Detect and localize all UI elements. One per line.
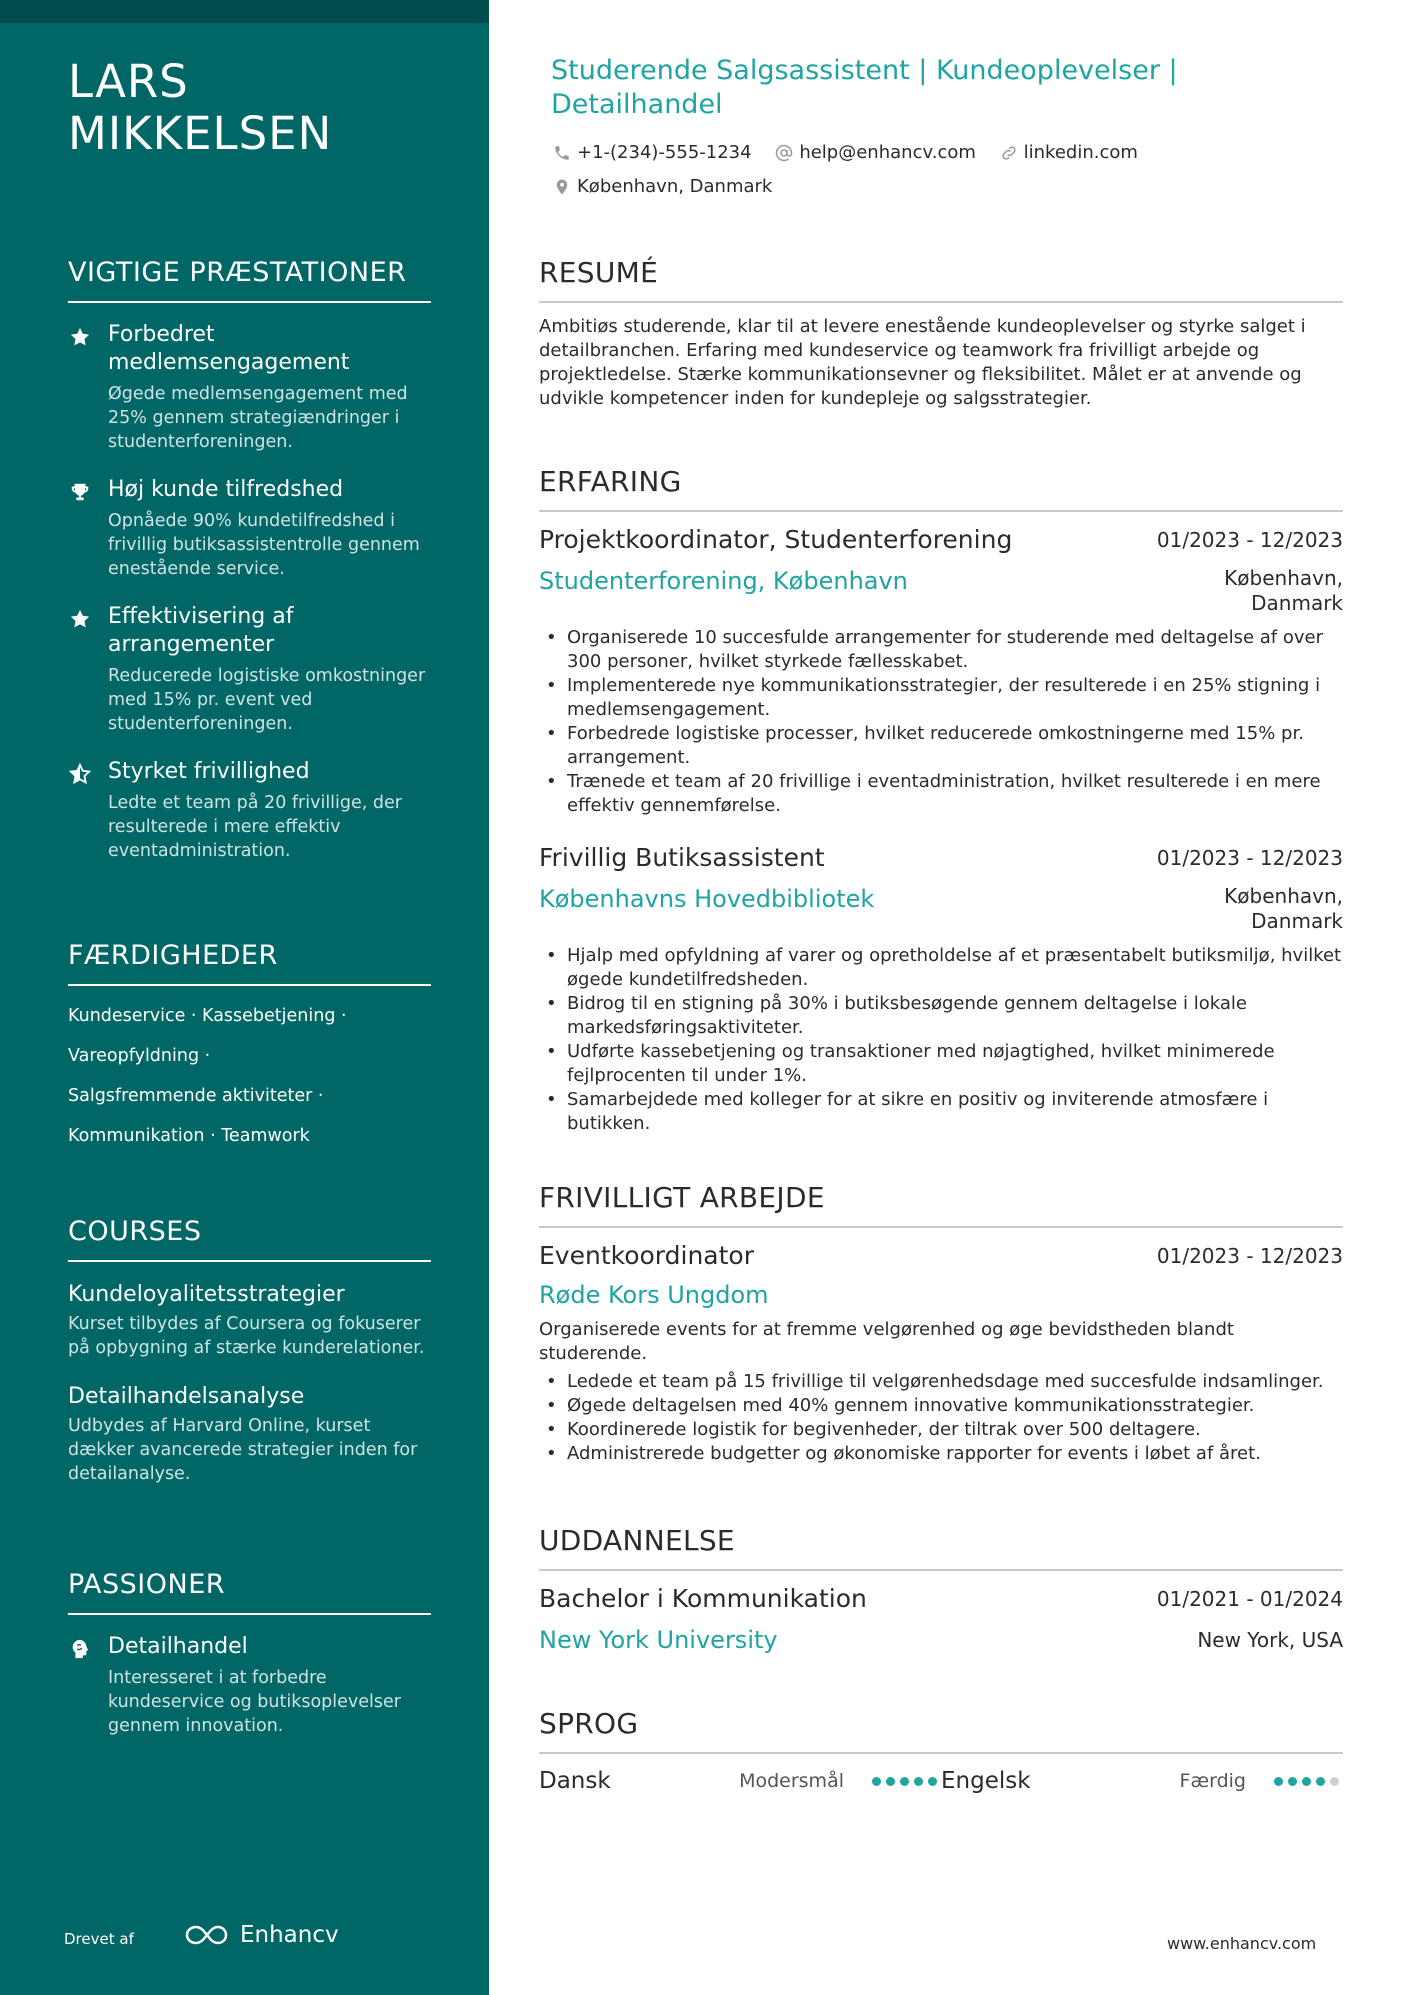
phone-icon [553,144,571,162]
volunteer-role: Eventkoordinator [539,1241,754,1270]
bullet-item: • Trænede et team af 20 frivillige i eventadministration, hvilket resulterede i en mere effektiv gennemførelse. [539,770,1343,818]
dot-filled [1288,1777,1297,1786]
passion-item: Detailhandel Interesseret i at forbedre kundeservice og butiksoplevelser gennem innovation. [68,1633,431,1738]
education-location: New York, USA [1197,1627,1343,1652]
job-date: 01/2023 - 12/2023 [1156,528,1343,552]
skill-row: Kundeservice · Kassebetjening · [68,1006,347,1026]
achievements-section [68,255,431,885]
education-title: UDDANNELSE [539,1523,1343,1571]
dot-filled [914,1777,923,1786]
dot-filled [1302,1777,1311,1786]
powered-by-label: Drevet af [64,1930,134,1948]
bullet-item: • Organiserede 10 succesfulde arrangementer for studerende med deltagelse af over 300 personer, hvilket styrkede fællesskabet. [539,626,1343,674]
dot-filled [886,1777,895,1786]
skill-row: Salgsfremmende aktiviteter · [68,1086,324,1106]
job-bullets [539,626,1343,818]
bullet-item: • Samarbejdede med kolleger for at sikre en positiv og inviterende atmosfære i butikken. [539,1088,1343,1136]
skills-section [68,938,431,1164]
education-section [539,1523,1343,1679]
dot-filled [1316,1777,1325,1786]
achievement-item: Forbedret medlemsengagement Øgede medlemsengagement med 25% gennem strategiændringer i studenterforeningen. [68,321,431,454]
dot-filled [928,1777,937,1786]
experience-entry [539,842,1343,1136]
achievement-item: Styrket frivillighed Ledte et team på 20 frivillige, der resulterede i mere effektiv eventadministration. [68,758,431,863]
location-pin-icon [553,178,571,196]
job-title: Projektkoordinator, Studenterforening [539,525,1013,554]
resume-headline: Studerende Salgsassistent | Kundeoplevelser | Detailhandel [551,55,1178,120]
at-icon [775,144,793,162]
skill-row: Kommunikation · Teamwork [68,1126,310,1146]
volunteer-desc: Organiserede events for at fremme velgørenhed og øge bevidstheden blandt studerende. [539,1319,1234,1364]
footer-website[interactable]: www.enhancv.com [1167,1934,1317,1953]
contact-email[interactable]: help@enhancv.com [775,138,976,168]
job-bullets [539,944,1343,1136]
achievements-title: VIGTIGE PRÆSTATIONER [68,255,431,303]
courses-title: COURSES [68,1214,431,1262]
contact-location: København, Danmark [553,172,772,202]
volunteer-bullets [539,1370,1343,1466]
education-entry [539,1583,1343,1655]
job-location: København, Danmark [1224,566,1343,615]
skills-title: FÆRDIGHEDER [68,938,431,986]
job-company: Københavns Hovedbibliotek [539,885,875,913]
degree: Bachelor i Kommunikation [539,1584,867,1613]
language-item: Engelsk Færdig [941,1768,1343,1794]
star-icon [68,325,92,349]
summary-section [539,255,1343,411]
sidebar [0,0,489,1995]
dot-filled [1274,1777,1283,1786]
bullet-item: • Koordinerede logistik for begivenheder, der tiltrak over 500 deltagere. [539,1418,1343,1442]
languages-title: SPROG [539,1706,1343,1754]
bullet-item: • Ledede et team på 15 frivillige til velgørenhedsdage med succesfulde indsamlinger. [539,1370,1343,1394]
course-item: Detailhandelsanalyse Udbydes af Harvard Online, kurset dækker avancerede strategier inden for detailanalyse. [68,1384,418,1484]
job-company: Studenterforening, København [539,567,908,595]
bullet-item: • Hjalp med opfyldning af varer og opretholdelse af et præsentabelt butiksmiljø, hvilket øgede kundetilfredsheden. [539,944,1343,992]
dot-empty [1330,1777,1339,1786]
dot-filled [900,1777,909,1786]
trophy-icon [68,480,92,504]
contact-linkedin[interactable]: linkedin.com [1000,138,1138,168]
enhancv-logo[interactable]: Enhancv [184,1922,339,1948]
bullet-item: • Udførte kassebetjening og transaktioner med nøjagtighed, hvilket minimerede fejlprocenten til under 1%. [539,1040,1343,1088]
bullet-item: • Øgede deltagelsen med 40% gennem innovative kommunikationsstrategier. [539,1394,1343,1418]
passions-title: PASSIONER [68,1567,431,1615]
skill-row: Vareopfyldning · [68,1046,211,1066]
bullet-item: • Administrerede budgetter og økonomiske rapporter for events i løbet af året. [539,1442,1343,1466]
proficiency-dots [872,1777,937,1786]
contact-phone[interactable]: +1-(234)-555-1234 [553,138,752,168]
contact-info [553,138,1156,206]
languages-section [539,1706,1343,1794]
volunteer-org: Røde Kors Ungdom [539,1281,769,1309]
brain-icon [68,1637,92,1661]
passions-section [68,1567,431,1760]
volunteer-entry [539,1240,1343,1466]
experience-section [539,464,1343,1160]
school: New York University [539,1626,778,1654]
bullet-item: • Bidrog til en stigning på 30% i butiksbesøgende gennem deltagelse i lokale markedsføringsaktiviteter. [539,992,1343,1040]
skills-list [68,1004,431,1148]
dot-filled [872,1777,881,1786]
achievement-item: Effektivisering af arrangementer Reducerede logistiske omkostninger med 15% pr. event ved studenterforeningen. [68,603,431,736]
volunteer-title: FRIVILLIGT ARBEJDE [539,1180,1343,1228]
language-item: Dansk Modersmål [539,1768,941,1794]
half-star-icon [68,762,92,786]
summary-title: RESUMÉ [539,255,1343,303]
volunteer-date: 01/2023 - 12/2023 [1156,1244,1343,1268]
job-location: København, Danmark [1224,884,1343,933]
course-item: Kundeloyalitetsstrategier Kurset tilbydes af Coursera og fokuserer på opbygning af stærke kunderelationer. [68,1282,425,1358]
experience-title: ERFARING [539,464,1343,512]
bullet-item: • Forbedrede logistiske processer, hvilket reducerede omkostningerne med 15% pr. arrangement. [539,722,1343,770]
candidate-name: LARS MIKKELSEN [68,55,333,160]
languages-list [539,1768,1343,1794]
summary-text: Ambitiøs studerende, klar til at levere enestående kundeoplevelser og styrke salget i detailbranchen. Erfaring med kundeservice og teamwork fra frivilligt arbejde og projektledelse. Stærke kommunikationsevner og fleksibilitet. Målet er at anvende og udvikle kompetencer inden for kundepleje og salgsstrategier. [539,316,1306,409]
job-title: Frivillig Butiksassistent [539,843,825,872]
bullet-item: • Implementerede nye kommunikationsstrategier, der resulterede i en 25% stigning i medlemsengagement. [539,674,1343,722]
proficiency-dots [1274,1777,1339,1786]
experience-entry [539,524,1343,818]
education-date: 01/2021 - 01/2024 [1156,1587,1343,1611]
achievement-item: Høj kunde tilfredshed Opnåede 90% kundetilfredshed i frivillig butiksassistentrolle gennem enestående service. [68,476,431,581]
volunteer-section [539,1180,1343,1490]
job-date: 01/2023 - 12/2023 [1156,846,1343,870]
sidebar-top-bar [0,0,489,23]
courses-section [68,1214,431,1508]
infinity-logo-icon [184,1923,230,1947]
link-icon [1000,144,1018,162]
star-icon [68,607,92,631]
